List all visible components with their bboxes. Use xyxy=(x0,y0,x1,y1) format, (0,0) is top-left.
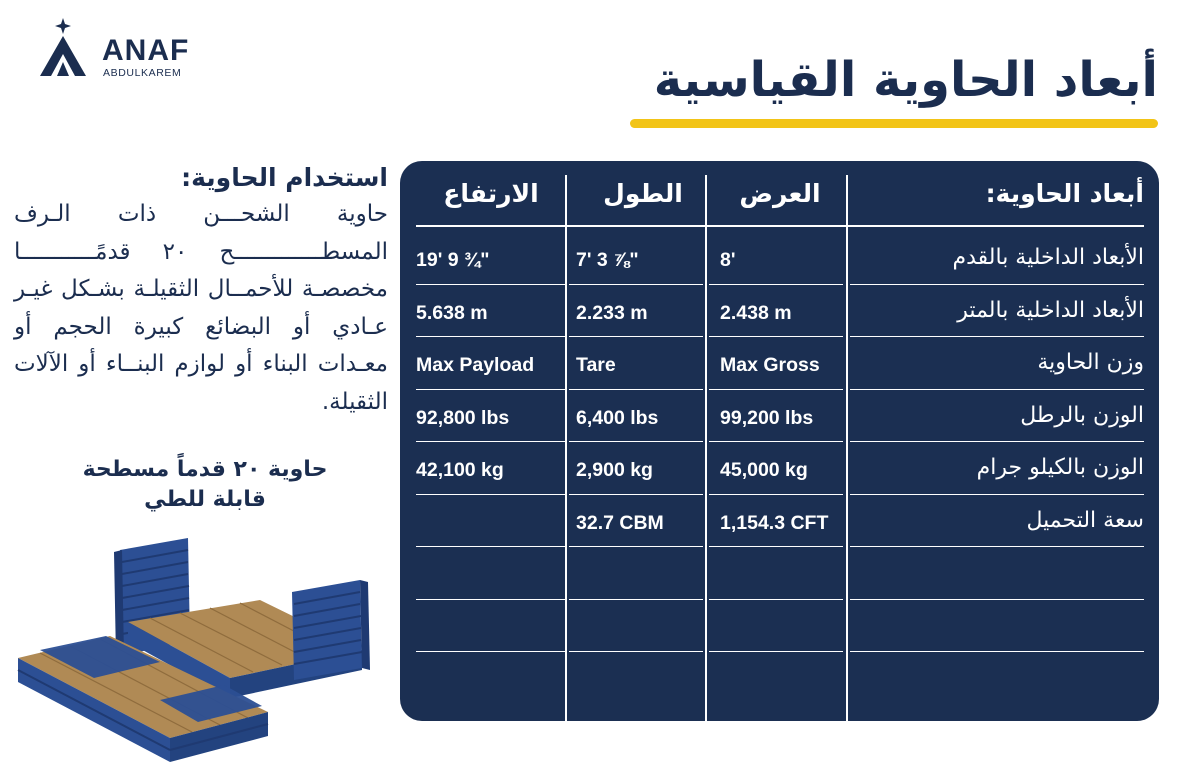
row-width-value: 2.438 m xyxy=(720,301,792,324)
table-row-divider xyxy=(416,441,566,442)
table-row-divider xyxy=(850,651,1144,652)
table-row-divider xyxy=(709,546,843,547)
logo-subtitle: ABDULKAREM xyxy=(103,67,182,79)
caption-line-1: حاوية ٢٠ قدماً مسطحة xyxy=(82,457,328,482)
table-row-divider xyxy=(569,651,703,652)
row-label: الأبعاد الداخلية بالقدم xyxy=(952,245,1144,270)
row-length-value: 32.7 CBM xyxy=(576,511,664,534)
row-label: الوزن بالكيلو جرام xyxy=(976,455,1144,480)
container-caption xyxy=(40,455,370,515)
row-label: وزن الحاوية xyxy=(1037,350,1144,375)
table-row-divider xyxy=(569,389,703,390)
table-row-divider xyxy=(569,546,703,547)
row-width-value: Max Gross xyxy=(720,354,820,376)
table-row-divider xyxy=(709,651,843,652)
row-length-value: 7' 3 ⅞" xyxy=(576,249,639,271)
table-header-divider xyxy=(416,225,1144,227)
table-row-divider xyxy=(416,494,566,495)
title-underline xyxy=(630,119,1158,128)
brand-logo xyxy=(36,18,206,82)
table-row-divider xyxy=(850,599,1144,600)
header-length: الطول xyxy=(603,179,683,208)
row-label: الوزن بالرطل xyxy=(1020,402,1144,428)
flat-rack-container-illustration xyxy=(10,530,380,770)
table-row-divider xyxy=(850,389,1144,390)
header-label: أبعاد الحاوية: xyxy=(985,179,1144,208)
usage-heading: استخدام الحاوية: xyxy=(181,163,388,192)
table-row-divider xyxy=(416,599,566,600)
row-width-value: 8' xyxy=(720,249,736,271)
table-row-divider xyxy=(709,389,843,390)
row-width-value: 45,000 kg xyxy=(720,459,808,481)
table-row-divider xyxy=(850,546,1144,547)
table-row-divider xyxy=(850,441,1144,442)
table-row-divider xyxy=(416,336,566,337)
logo-mark-icon xyxy=(36,18,98,82)
row-length-value: 2.233 m xyxy=(576,301,648,324)
usage-body: حاوية الشحـــن ذات الـرف المسطـــــــــــــح ٢٠ قدمًـــــــــــا مخصصـة للأحمــال الثقيلـة بشـكل غيـر عـادي أو البضائع كبيرة الحجم أو معـدات البناء أو لوازم البنــاء أو الآلات الثقيلة. xyxy=(14,201,388,415)
usage-description xyxy=(14,160,388,421)
row-width-value: 99,200 lbs xyxy=(720,406,814,429)
table-row-divider xyxy=(569,441,703,442)
page-title: أبعاد الحاوية القياسية xyxy=(653,52,1158,108)
table-row-divider xyxy=(569,599,703,600)
row-height-value: 92,800 lbs xyxy=(416,406,510,429)
row-height-value: 5.638 m xyxy=(416,301,488,324)
table-row-divider xyxy=(709,336,843,337)
dimensions-table xyxy=(400,161,1159,721)
table-row-divider xyxy=(569,336,703,337)
table-row-divider xyxy=(850,494,1144,495)
caption-line-2: قابلة للطي xyxy=(144,487,266,512)
row-length-value: 2,900 kg xyxy=(576,459,653,481)
row-width-value: 1,154.3 CFT xyxy=(720,511,829,534)
table-row-divider xyxy=(416,651,566,652)
row-height-value: 42,100 kg xyxy=(416,459,504,481)
table-row-divider xyxy=(709,284,843,285)
row-label: سعة التحميل xyxy=(1026,507,1144,533)
table-row-divider xyxy=(416,389,566,390)
logo-name: ANAF xyxy=(102,34,190,67)
table-row-divider xyxy=(569,284,703,285)
header-width: العرض xyxy=(739,179,821,208)
row-label: الأبعاد الداخلية بالمتر xyxy=(957,297,1144,323)
table-row-divider xyxy=(416,284,566,285)
table-row-divider xyxy=(709,599,843,600)
table-row-divider xyxy=(709,441,843,442)
table-row-divider xyxy=(850,336,1144,337)
row-height-value: 19' 9 ¾" xyxy=(416,249,490,271)
table-row-divider xyxy=(850,284,1144,285)
table-row-divider xyxy=(416,546,566,547)
row-length-value: 6,400 lbs xyxy=(576,406,659,429)
table-row-divider xyxy=(709,494,843,495)
table-row-divider xyxy=(569,494,703,495)
row-length-value: Tare xyxy=(576,354,616,376)
header-height: الارتفاع xyxy=(443,179,539,208)
row-height-value: Max Payload xyxy=(416,354,535,376)
